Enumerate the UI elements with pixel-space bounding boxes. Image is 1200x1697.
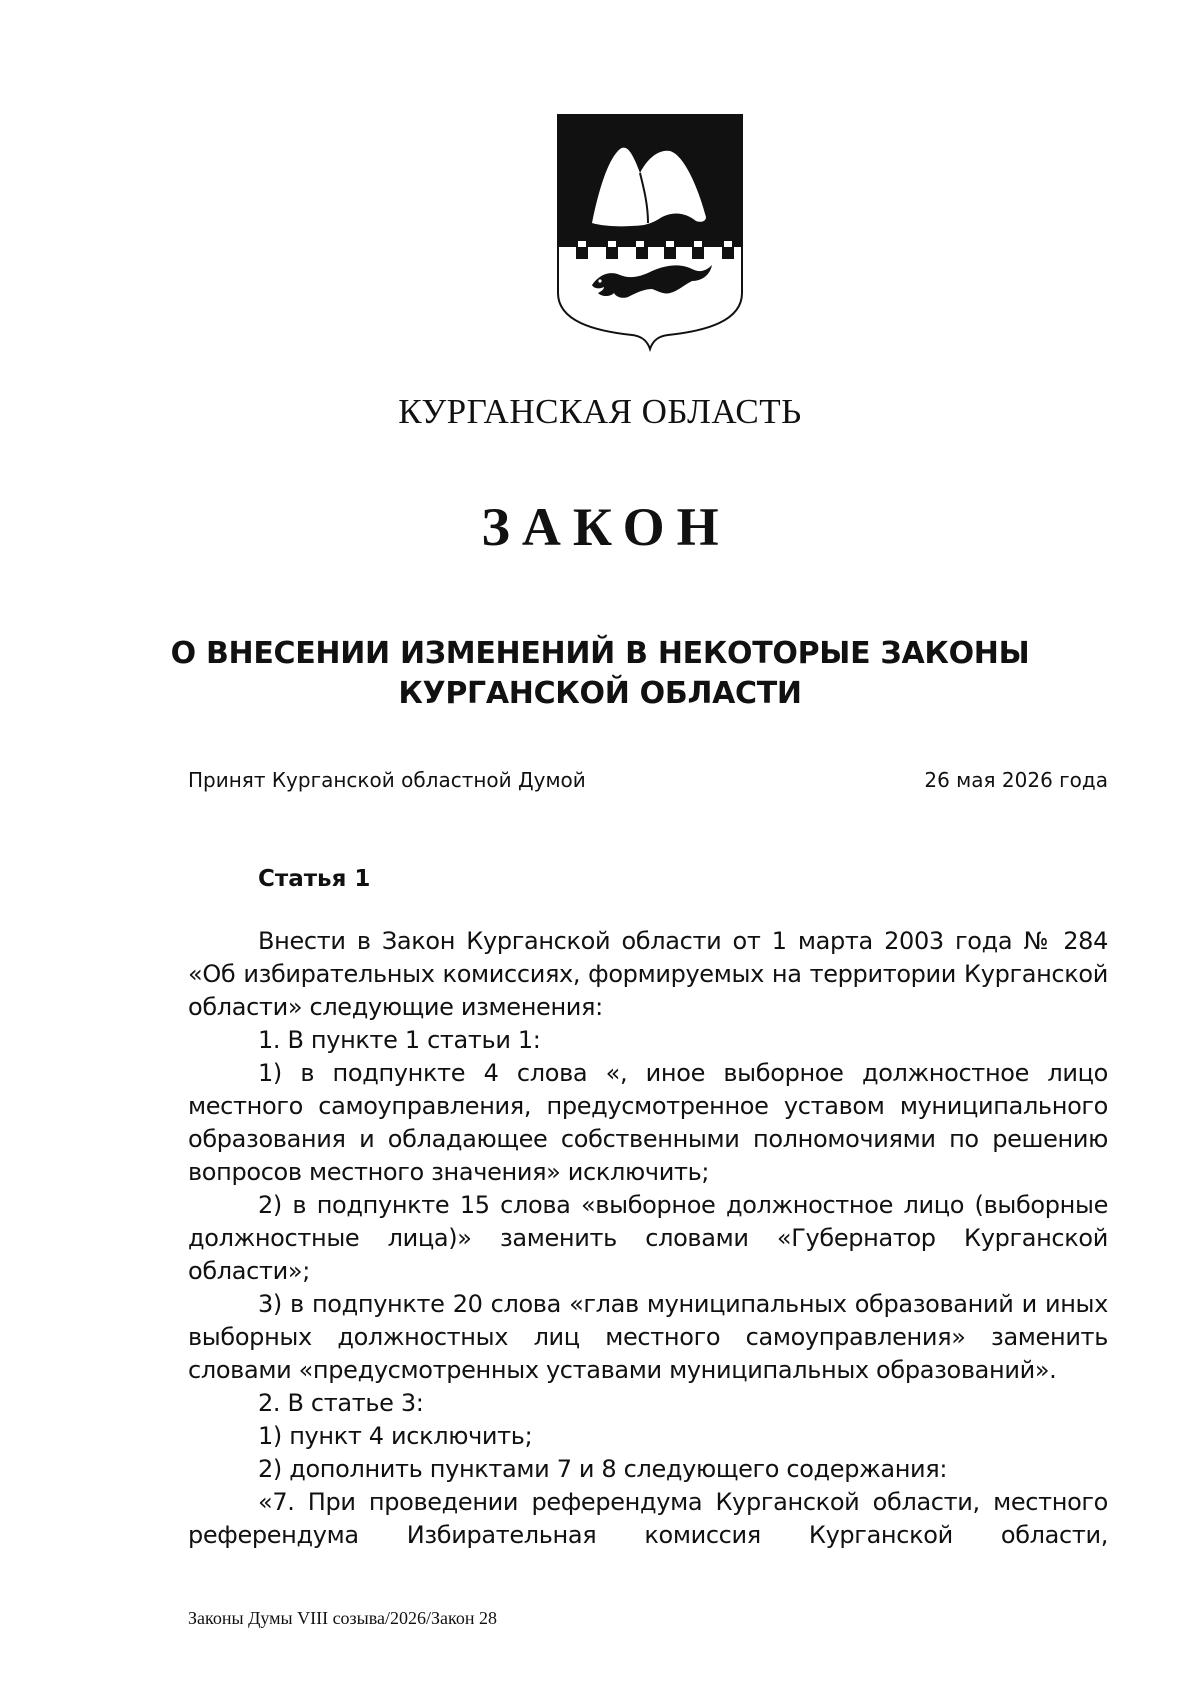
page-footer: Законы Думы VIII созыва/2026/Закон 28 [188, 1608, 497, 1628]
document-type-heading: ЗАКОН [481, 497, 731, 557]
article-paragraph: 1) пункт 4 исключить; [258, 1422, 533, 1450]
adopted-by: Принят Курганской областной Думой [188, 768, 586, 792]
article-heading: Статья 1 [258, 866, 371, 892]
region-title: КУРГАНСКАЯ ОБЛАСТЬ [398, 392, 802, 431]
adoption-date: 26 мая 2026 года [924, 768, 1108, 792]
article-paragraph: 3) в подпункте 20 слова «глав муниципальных образований и иных выборных должностных лиц местного самоуправления» заменить словами «предусмотренных уставами муниципальных образований». [188, 1290, 1108, 1384]
coat-of-arms-icon [556, 113, 744, 353]
article-paragraph: 2. В статье 3: [258, 1389, 424, 1417]
article-paragraph: 1) в подпункте 4 слова «, иное выборное должностное лицо местного самоуправления, предусмотренное уставом муниципального образования и обладающее собственными полномочиями по решению вопросов местного значения» исключить; [188, 1059, 1108, 1186]
article-paragraph: «7. При проведении референдума Курганской области, местного референдума Избирательная комиссия Курганской области, [188, 1488, 1108, 1549]
article-body [188, 925, 1108, 1552]
article-paragraph: 2) дополнить пунктами 7 и 8 следующего содержания: [258, 1455, 948, 1483]
adoption-info [188, 768, 1108, 792]
article-paragraph: 1. В пункте 1 статьи 1: [258, 1026, 541, 1054]
law-title [150, 634, 1050, 714]
article-paragraph: 2) в подпункте 15 слова «выборное должностное лицо (выборные должностные лица)» заменить словами «Губернатор Курганской области»; [188, 1191, 1108, 1285]
law-title-line: КУРГАНСКОЙ ОБЛАСТИ [398, 676, 802, 711]
law-title-line: О ВНЕСЕНИИ ИЗМЕНЕНИЙ В НЕКОТОРЫЕ ЗАКОНЫ [170, 636, 1030, 671]
article-paragraph: Внести в Закон Курганской области от 1 марта 2003 года № 284 «Об избирательных комиссиях, формируемых на территории Курганской области» следующие изменения: [188, 927, 1108, 1021]
